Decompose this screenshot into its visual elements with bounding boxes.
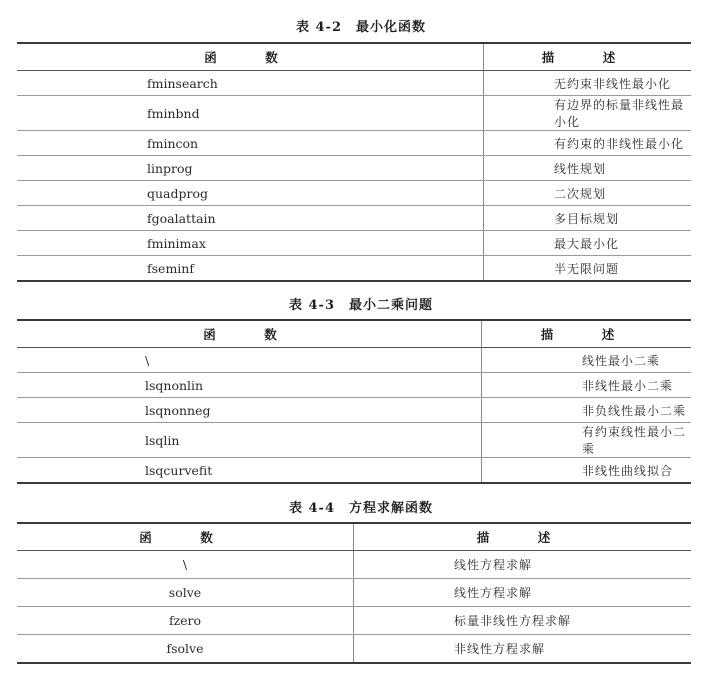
function-cell: fsolve: [17, 635, 354, 664]
column-header-function: 函 数: [17, 43, 484, 71]
description-cell: 非线性曲线拟合: [482, 458, 692, 484]
table-row: [17, 398, 691, 423]
table-header-row: [17, 43, 691, 71]
table-caption: [0, 497, 722, 516]
table-number: 表 4-2: [295, 20, 342, 35]
table-number: 表 4-4: [288, 501, 335, 516]
function-cell: \: [17, 348, 482, 373]
equation-solving-table: [17, 522, 691, 664]
table-title: 最小化函数: [356, 20, 427, 35]
table-row: [17, 423, 691, 458]
column-header-function: 函 数: [17, 320, 482, 348]
description-cell: 线性方程求解: [354, 551, 692, 579]
function-cell: lsqlin: [17, 423, 482, 458]
description-cell: 线性规划: [484, 156, 692, 181]
table-row: [17, 256, 691, 282]
description-cell: 有边界的标量非线性最小化: [484, 96, 692, 131]
table-row: [17, 231, 691, 256]
description-cell: 非线性最小二乘: [482, 373, 692, 398]
function-cell: fgoalattain: [17, 206, 484, 231]
table-header-row: [17, 523, 691, 551]
table-row: [17, 579, 691, 607]
function-cell: lsqnonneg: [17, 398, 482, 423]
least-squares-table: [17, 319, 691, 484]
table-row: [17, 348, 691, 373]
table-row: [17, 181, 691, 206]
column-header-description: 描 述: [484, 43, 692, 71]
function-cell: fminbnd: [17, 96, 484, 131]
table-row: [17, 458, 691, 484]
function-cell: \: [17, 551, 354, 579]
table-row: [17, 71, 691, 96]
table-row: [17, 607, 691, 635]
table-row: [17, 206, 691, 231]
function-cell: quadprog: [17, 181, 484, 206]
function-cell: solve: [17, 579, 354, 607]
function-cell: fseminf: [17, 256, 484, 282]
description-cell: 标量非线性方程求解: [354, 607, 692, 635]
column-header-description: 描 述: [354, 523, 692, 551]
description-cell: 半无限问题: [484, 256, 692, 282]
table-row: [17, 131, 691, 156]
table-caption: [0, 16, 722, 35]
column-header-function: 函 数: [17, 523, 354, 551]
description-cell: 有约束线性最小二乘: [482, 423, 692, 458]
function-cell: linprog: [17, 156, 484, 181]
description-cell: 非线性方程求解: [354, 635, 692, 664]
description-cell: 多目标规划: [484, 206, 692, 231]
function-cell: lsqcurvefit: [17, 458, 482, 484]
table-row: [17, 551, 691, 579]
description-cell: 最大最小化: [484, 231, 692, 256]
table-row: [17, 156, 691, 181]
description-cell: 二次规划: [484, 181, 692, 206]
function-cell: fmincon: [17, 131, 484, 156]
table-title: 方程求解函数: [349, 501, 434, 516]
description-cell: 线性最小二乘: [482, 348, 692, 373]
description-cell: 无约束非线性最小化: [484, 71, 692, 96]
table-header-row: [17, 320, 691, 348]
column-header-description: 描 述: [482, 320, 692, 348]
description-cell: 有约束的非线性最小化: [484, 131, 692, 156]
function-cell: fminimax: [17, 231, 484, 256]
table-row: [17, 635, 691, 664]
function-cell: fminsearch: [17, 71, 484, 96]
table-caption: [0, 294, 722, 313]
table-title: 最小二乘问题: [349, 298, 434, 313]
table-row: [17, 96, 691, 131]
function-cell: fzero: [17, 607, 354, 635]
description-cell: 线性方程求解: [354, 579, 692, 607]
table-row: [17, 373, 691, 398]
minimization-functions-table: [17, 42, 691, 282]
table-number: 表 4-3: [288, 298, 335, 313]
function-cell: lsqnonlin: [17, 373, 482, 398]
description-cell: 非负线性最小二乘: [482, 398, 692, 423]
